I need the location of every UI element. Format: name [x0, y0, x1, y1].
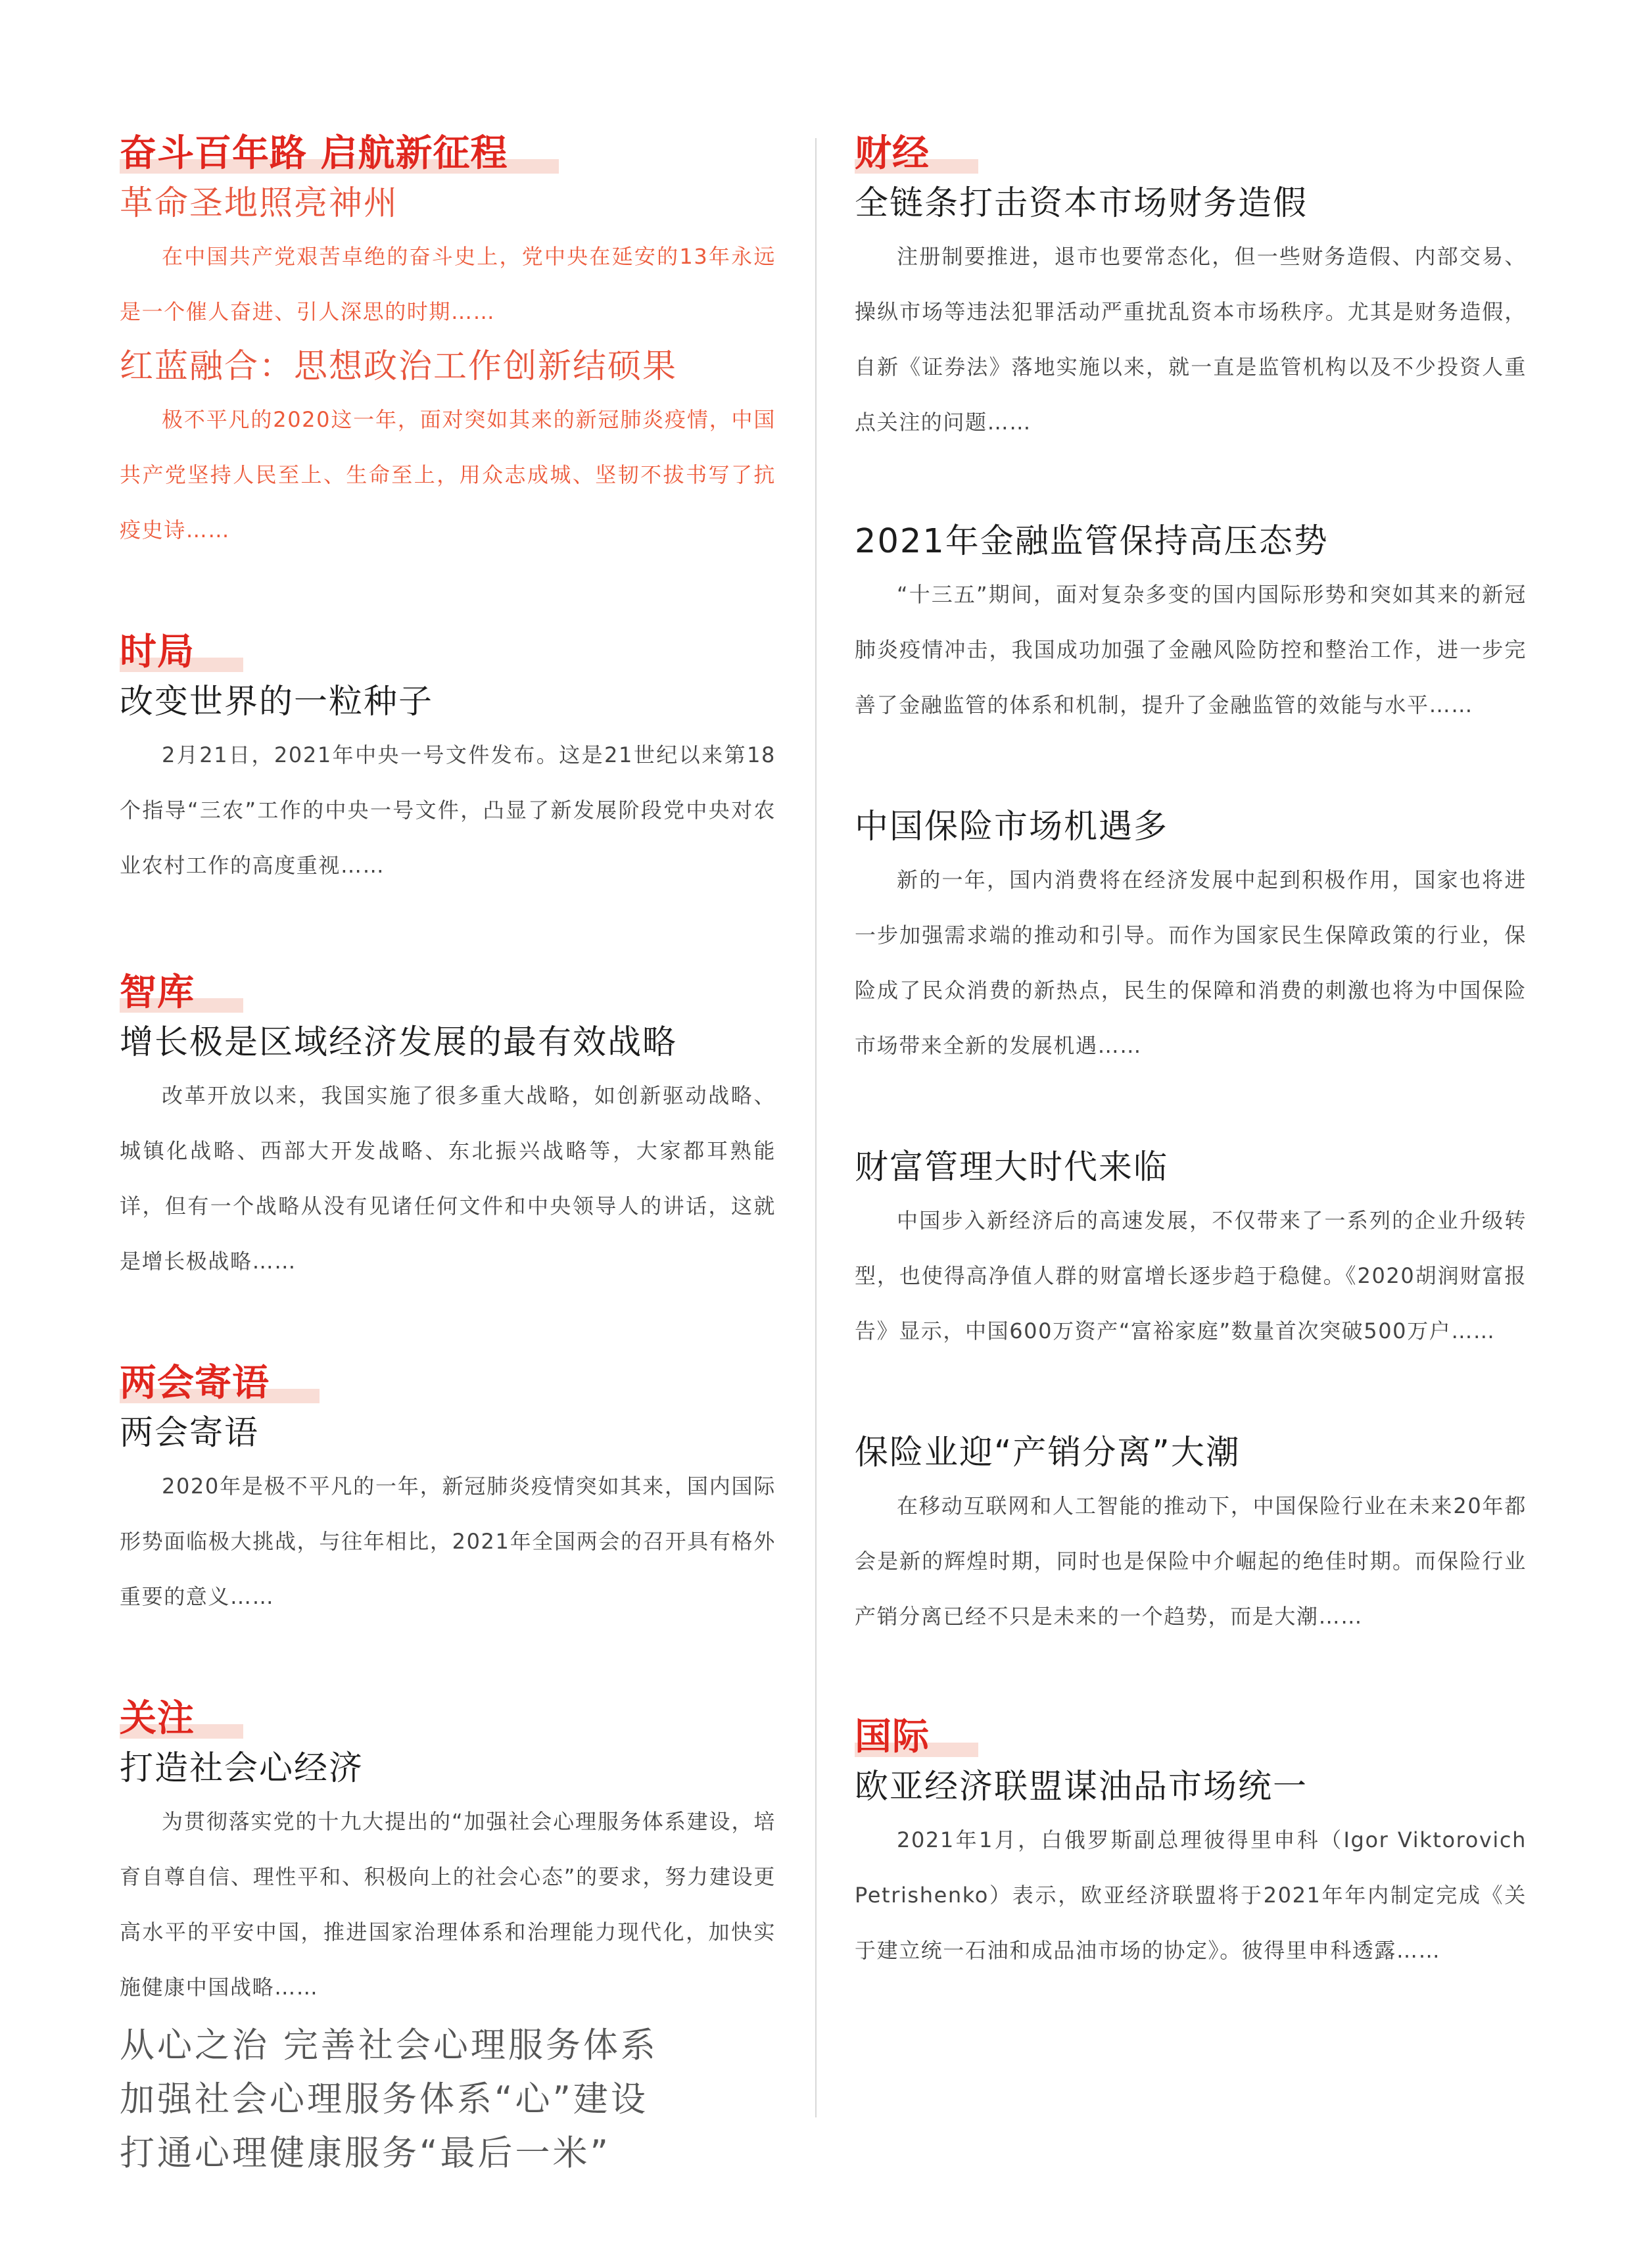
article-summary: “十三五”期间，面对复杂多变的国内国际形势和突如其来的新冠肺炎疫情冲击，我国成功加强了金融风险防控和整治工作，进一步完善了金融监管的体系和机制，提升了金融监管的效能与水平…… — [855, 582, 1527, 717]
article-summary: 为贯彻落实党的十九大提出的“加强社会心理服务体系建设，培育自尊自信、理性平和、积极向上的社会心态”的要求，努力建设更高水平的平安中国，推进国家治理体系和治理能力现代化，加快实施健康中国战略…… — [120, 1809, 776, 2000]
article-title[interactable]: 保险业迎“产销分离”大潮 — [855, 1434, 1241, 1472]
section-heading-text: 财经 — [855, 132, 930, 175]
related-headlines — [120, 2019, 776, 2181]
section-heading — [120, 627, 195, 677]
article-title[interactable]: 中国保险市场机遇多 — [855, 808, 1169, 846]
section-focus — [120, 1694, 776, 2181]
article-title[interactable]: 增长极是区域经济发展的最有效战略 — [120, 1023, 678, 1062]
article-title[interactable]: 打造社会心经济 — [120, 1749, 364, 1788]
article-summary: 注册制要推进，退市也要常态化，但一些财务造假、内部交易、操纵市场等违法犯罪活动严重扰乱资本市场秩序。尤其是财务造假，自新《证券法》落地实施以来，就一直是监管机构以及不少投资人重点关注的问题…… — [855, 244, 1527, 435]
section-heading-text: 智库 — [120, 971, 195, 1014]
article-summary: 新的一年，国内消费将在经济发展中起到积极作用，国家也将进一步加强需求端的推动和引导。而作为国家民生保障政策的行业，保险成了民众消费的新热点，民生的保障和消费的刺激也将为中国保险市场带来全新的发展机遇…… — [855, 867, 1527, 1058]
article-summary: 在中国共产党艰苦卓绝的奋斗史上，党中央在延安的13年永远是一个催人奋进、引人深思的时期…… — [120, 244, 776, 324]
article-title[interactable]: 革命圣地照亮神州 — [120, 184, 399, 223]
related-headline[interactable]: 打通心理健康服务“最后一米” — [120, 2133, 611, 2173]
left-column — [120, 129, 776, 2181]
article-title[interactable]: 全链条打击资本市场财务造假 — [855, 184, 1308, 223]
section-finance — [855, 129, 1527, 1644]
section-heading-text: 关注 — [120, 1697, 195, 1740]
article-summary: 中国步入新经济后的高速发展，不仅带来了一系列的企业升级转型，也使得高净值人群的财富增长逐步趋于稳健。《2020胡润财富报告》显示，中国600万资产“富裕家庭”数量首次突破500万户…… — [855, 1208, 1527, 1343]
section-heading-text: 时局 — [120, 631, 195, 673]
section-two-sessions — [120, 1359, 776, 1624]
article-title[interactable]: 财富管理大时代来临 — [855, 1148, 1169, 1187]
article-title[interactable]: 欧亚经济联盟谋油品市场统一 — [855, 1768, 1308, 1806]
article-title[interactable]: 两会寄语 — [120, 1414, 260, 1453]
section-heading-text: 奋斗百年路 启航新征程 — [120, 132, 508, 175]
section-international — [855, 1712, 1527, 1978]
section-current-affairs — [120, 627, 776, 893]
article-summary: 2月21日，2021年中央一号文件发布。这是21世纪以来第18个指导“三农”工作的中央一号文件，凸显了新发展阶段党中央对农业农村工作的高度重视…… — [120, 742, 776, 878]
article-summary: 在移动互联网和人工智能的推动下，中国保险行业在未来20年都会是新的辉煌时期，同时也是保险中介崛起的绝佳时期。而保险行业产销分离已经不只是未来的一个趋势，而是大潮…… — [855, 1493, 1527, 1629]
article-summary: 2021年1月，白俄罗斯副总理彼得里申科（Igor Viktorovich Petrishenko）表示，欧亚经济联盟将于2021年年内制定完成《关于建立统一石油和成品油市场的协定》。彼得里申科透露…… — [855, 1827, 1527, 1963]
section-heading — [120, 1359, 270, 1409]
right-column — [855, 129, 1527, 1978]
article-summary: 极不平凡的2020这一年，面对突如其来的新冠肺炎疫情，中国共产党坚持人民至上、生命至上，用众志成城、坚韧不拔书写了抗疫史诗…… — [120, 407, 776, 543]
section-think-tank — [120, 968, 776, 1289]
section-heading-text: 两会寄语 — [120, 1362, 270, 1405]
article-title[interactable]: 改变世界的一粒种子 — [120, 683, 434, 721]
section-heading — [120, 968, 195, 1018]
article-summary: 2020年是极不平凡的一年，新冠肺炎疫情突如其来，国内国际形势面临极大挑战，与往年相比，2021年全国两会的召开具有格外重要的意义…… — [120, 1474, 776, 1609]
article-title[interactable]: 红蓝融合：思想政治工作创新结硕果 — [120, 347, 678, 386]
article-summary: 改革开放以来，我国实施了很多重大战略，如创新驱动战略、城镇化战略、西部大开发战略、东北振兴战略等，大家都耳熟能详，但有一个战略从没有见诸任何文件和中央领导人的讲话，这就是增长极战略…… — [120, 1083, 776, 1274]
section-heading-text: 国际 — [855, 1716, 930, 1758]
article-title[interactable]: 2021年金融监管保持高压态势 — [855, 522, 1329, 561]
column-divider — [815, 138, 817, 2117]
section-anniversary — [120, 129, 776, 558]
section-heading — [120, 1694, 195, 1744]
section-heading — [120, 129, 508, 179]
section-heading — [855, 1712, 930, 1762]
related-headline[interactable]: 从心之治 完善社会心理服务体系 — [120, 2025, 658, 2065]
section-heading — [855, 129, 930, 179]
related-headline[interactable]: 加强社会心理服务体系“心”建设 — [120, 2079, 648, 2119]
